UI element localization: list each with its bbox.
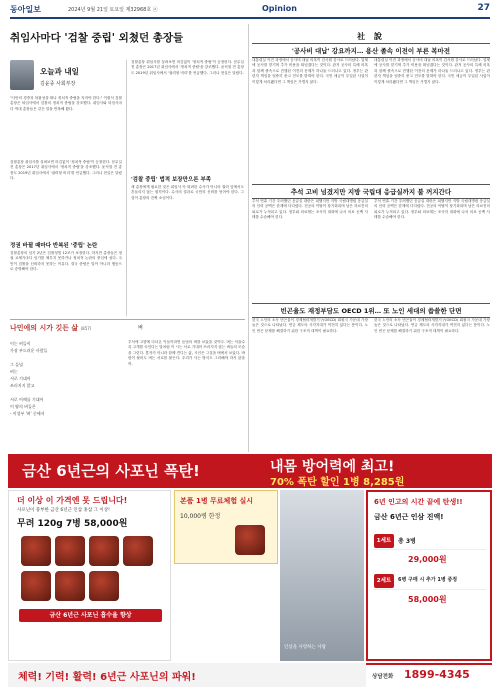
ad-set-price-1: 29,000원: [408, 555, 447, 564]
ad-discount: 70% 폭탄 할인 1병 8,285원: [270, 477, 405, 488]
ad-endorser-photo: [280, 490, 364, 661]
ad-set-desc: 6병 구매 시 추가 1병 증정: [398, 577, 458, 583]
editorial-mark: 社 說: [357, 32, 385, 41]
column-divider: [126, 60, 127, 316]
poem-series-header: [10, 319, 245, 333]
ad-right-sub: 금산 6년근 인삼 진액!: [374, 513, 444, 521]
product-jar-image: [21, 571, 51, 601]
ad-offer-headline: 더 이상 이 가격엔 못 드립니다!: [17, 496, 128, 505]
issue-date: 2024년 9월 21일 토요일 제32968호 ⓐ: [68, 7, 158, 13]
section-title: Opinion: [262, 4, 297, 13]
editorial-headline-3: 빈곤율도 재정부담도 OECD 1위… 또 노인 세대의 씁쓸한 단면: [252, 303, 490, 318]
column-subhead: 정권 바뀔 때마다 반복된 '중립' 논란: [10, 243, 98, 249]
column-subhead-2: '검찰 중립' 법적 보장만으론 부족: [131, 177, 212, 183]
ad-banner: [8, 454, 492, 488]
product-jar-image: [89, 536, 119, 566]
editorial-headline-1: '공사비 대납' 강요까지… 용산 졸속 이전이 부른 복마전: [252, 43, 490, 58]
product-jar-image: [123, 536, 153, 566]
masthead: [10, 3, 490, 19]
ad-offer-panel: [366, 490, 492, 661]
newspaper-logo: 동아일보: [10, 5, 41, 14]
ad-ribbon: 금산 6년근 사포닌 흡수율 향상: [19, 609, 162, 622]
ad-trial-box: [174, 490, 278, 564]
poem-commentary: 추석에 고향에 다녀온 이들이라면 들녘의 벼를 보았을 것이다. 벼는 익을수록 고개를 숙인다는 말처럼 이 시는 서로 기대어 쓰러지지 않는 벼들의 모습을 그린다. 혼자가 아니라 함께 견디는 삶, 시인은 그것을 벼에서 보았다. 바람이 불어도 벼는 서로를 붙든다. 우리가 사는 방식도 그러해야 하지 않을까.: [128, 340, 245, 366]
ad-trial-text: 10,000병 한정: [180, 513, 221, 520]
page-number: 27: [477, 3, 490, 13]
ad-product-panel: [8, 490, 171, 661]
editorial-headline-2: 추석 고비 넘겼지만 지방 국립대 응급실까지 불 꺼지간다: [252, 184, 490, 199]
ad-endorser-caption: 인삼을 사랑하는 사람: [284, 645, 326, 650]
editorial-body-3a: 한국 노인의 소득 빈곤율이 경제협력개발기구(OECD) 회원국 가운데 가장 높은 것으로 나타났다. 연금 제도의 사각지대가 여전히 넓다는 뜻이다. 노인 빈곤 문제를 해결하기 위한 구조적 대책이 필요하다.: [252, 318, 368, 333]
column-paragraph-1: "사안의 경중과 복잡성을 떠나 정치적 중립을 지켜야 한다." 이원석 검찰총장은 퇴임사에서 검찰의 정치적 중립을 강조했다. 취임사와 퇴임사마다 역대 총장들은 같은 말을 반복해 왔다.: [10, 96, 122, 111]
ad-offer-price: 무려 120g 7병 58,000원: [17, 519, 128, 529]
author-photo: [10, 60, 34, 90]
product-jar-image: [89, 571, 119, 601]
poem-text: 이는 벼들이 가장 부드러운 사람들 그 들녘 벼는 서로 기대어 쓰러지지 않고 서로 어깨를 기대어 이 땅의 벼들은 - 이성부 '벼' 중에서: [10, 341, 48, 416]
author-name: 김윤종 사회부장: [40, 81, 76, 87]
column-paragraph-3: 검찰총장의 임기 2년은 검찰청법 12조가 보장한다. 하지만 총장들은 정권 교체기마다 임기를 채우지 못하거나 정치적 논란의 중심에 섰다. 국민이 검찰을 신뢰하지 못하는 이유다. 결국 중립은 말이 아니라 행동으로 증명해야 한다.: [10, 251, 122, 272]
editorial-body-2a: 추석 연휴 기간 우려했던 응급실 대란은 피했지만 지방 국립대병원 응급실의 인력 공백은 한계에 다다랐다. 전공의 이탈이 장기화되며 남은 의료진의 피로가 누적되고 있다. 정부와 의료계는 조속히 대화에 나서 의료 공백 사태를 수습해야 한다.: [252, 199, 368, 220]
ad-right-headline: 6년 인고의 시간 끝에 탄생!!: [374, 498, 463, 506]
byline: [10, 60, 120, 93]
poem-series-title: [10, 323, 91, 333]
poem-title: 벼: [138, 325, 143, 331]
poem-series-name: 나민애의 시가 깃든 삶: [10, 324, 79, 332]
ad-footer-headline: 체력! 기력! 활력! 6년근 사포닌의 파워!: [18, 672, 196, 683]
product-box-image: [235, 525, 265, 555]
ad-set-row-1: [374, 532, 486, 550]
poem-series-number: (857): [80, 326, 92, 331]
product-jar-image: [21, 536, 51, 566]
editorial-body-2b: 추석 연휴 기간 우려했던 응급실 대란은 피했지만 지방 국립대병원 응급실의 인력 공백은 한계에 다다랐다. 전공의 이탈이 장기화되며 남은 의료진의 피로가 누적되고 있다. 정부와 의료계는 조속히 대화에 나서 의료 공백 사태를 수습해야 한다.: [374, 199, 490, 220]
ad-offer-sub: 사포닌이 풍부한 금산 6년근 인삼 홍삼 그 이상!: [17, 508, 110, 513]
ad-phone-label: 상담전화: [372, 674, 394, 680]
advertisement: [0, 454, 500, 691]
ad-headline-right: 내몸 방어력에 최고!: [270, 459, 395, 475]
product-jar-image: [55, 571, 85, 601]
ad-set-desc: 총 3병: [398, 538, 416, 545]
product-jar-image: [55, 536, 85, 566]
column-title: 취임사마다 '검찰 중립' 외쳤던 총장들: [10, 32, 184, 44]
editorial-body-1a: 대통령실 이전 과정에서 공사비 대납 의혹이 감사원 감사로 드러났다. 업체에 공사를 맡기며 추가 비용을 떠넘겼다는 것이다. 관저 공사의 특혜 의혹과 함께 졸속으로 진행된 이전의 문제가 하나둘 드러나고 있다. 정부는 관련자 책임을 엄중히 묻고 전모를 밝혀야 한다. 국민 세금이 투입된 사업이 이렇게 처리됐다면 그 책임은 가볍지 않다.: [252, 58, 368, 84]
column-series: 오늘과 내일: [40, 67, 79, 76]
ad-set-badge: 1세트: [374, 534, 394, 548]
ad-set-row-2: [374, 572, 486, 590]
ad-trial-headline: 본품 1병 무료체험 실시: [180, 497, 254, 505]
ad-headline: 금산 6년근의 사포닌 폭탄!: [22, 462, 200, 480]
ad-phone-number: 1899-4345: [404, 668, 470, 681]
ad-set-badge: 2세트: [374, 574, 394, 588]
column-paragraph-5: 새 총장에게 필요한 것은 취임사 속 화려한 수사가 아니라 권력 앞에서도 흔들리지 않는 원칙이다. 수사의 결과로 국민의 신뢰를 얻어야 한다. 그것이 총장의 진짜 소임이다.: [131, 185, 244, 200]
ad-set-price-2: 58,000원: [408, 595, 447, 604]
editorial-body-3b: 한국 노인의 소득 빈곤율이 경제협력개발기구(OECD) 회원국 가운데 가장 높은 것으로 나타났다. 연금 제도의 사각지대가 여전히 넓다는 뜻이다. 노인 빈곤 문제를 해결하기 위한 구조적 대책이 필요하다.: [374, 318, 490, 333]
editorial-body-1b: 대통령실 이전 과정에서 공사비 대납 의혹이 감사원 감사로 드러났다. 업체에 공사를 맡기며 추가 비용을 떠넘겼다는 것이다. 관저 공사의 특혜 의혹과 함께 졸속으로 진행된 이전의 문제가 하나둘 드러나고 있다. 정부는 관련자 책임을 엄중히 묻고 전모를 밝혀야 한다. 국민 세금이 투입된 사업이 이렇게 처리됐다면 그 책임은 가볍지 않다.: [374, 58, 490, 84]
ad-phone-box: [366, 663, 492, 687]
column-paragraph-4: 검찰총장 취임사를 살펴보면 어김없이 '정치적 중립'이 등장한다. 문무일 전 총장은 2017년 취임사에서 '정치적 중립'을 강조했다. 윤석열 전 총장도 2019년 취임사에서 '권력형 비리'를 언급했다. 그러나 현실은 달랐다.: [131, 60, 244, 75]
column-paragraph-2: 검찰총장 취임사를 살펴보면 어김없이 '정치적 중립'이 등장한다. 문무일 전 총장은 2017년 취임사에서 '정치적 중립'을 강조했다. 윤석열 전 총장도 2019년 취임사에서 '권력형 비리'를 언급했다. 그러나 현실은 달랐다.: [10, 160, 122, 181]
page-divider: [248, 24, 249, 452]
